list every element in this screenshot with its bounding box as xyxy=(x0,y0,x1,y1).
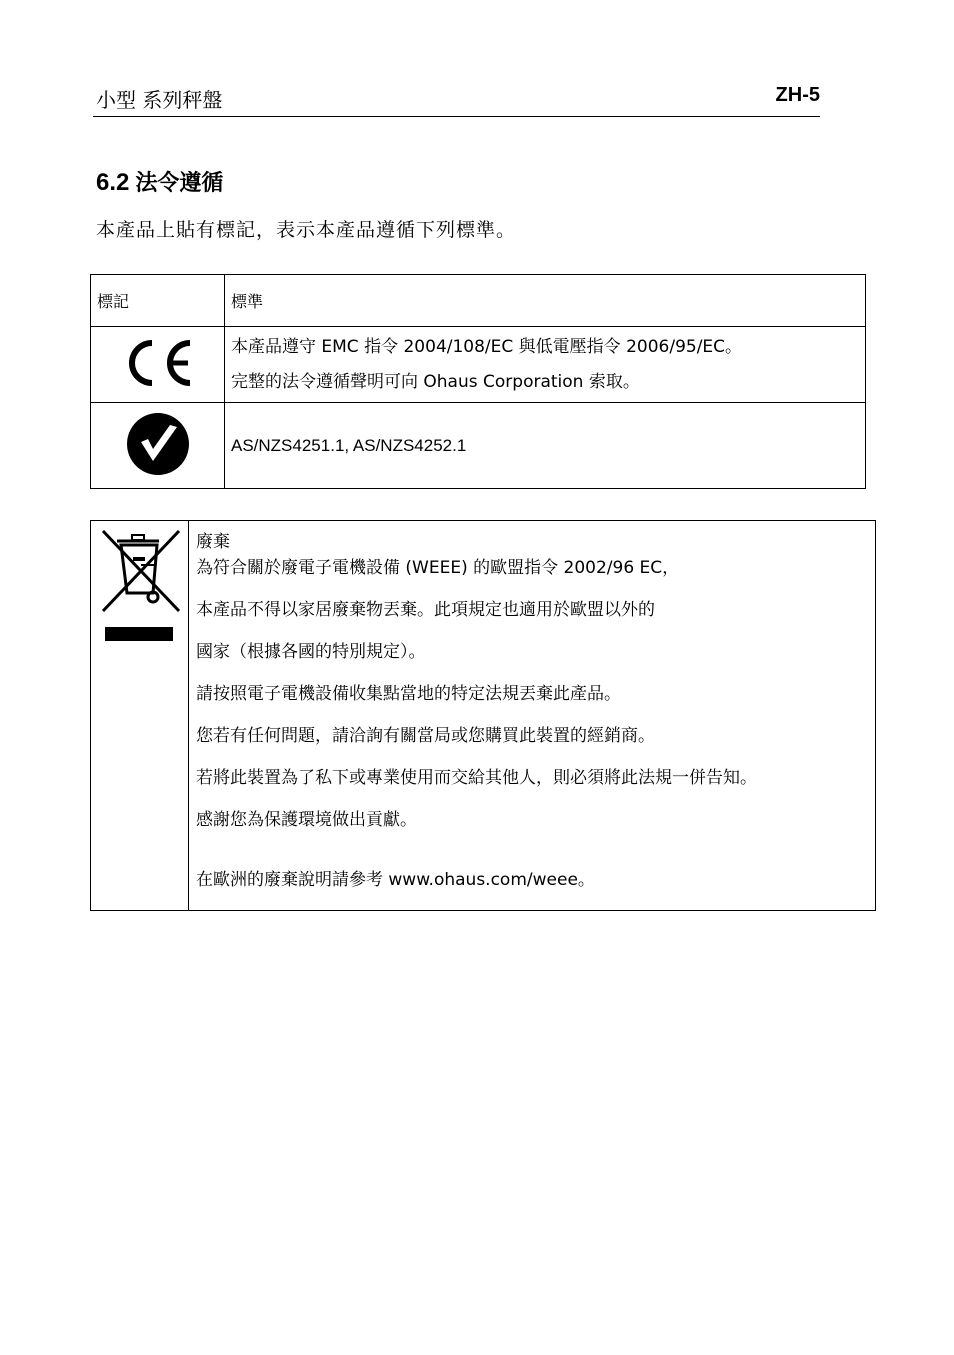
table-row xyxy=(91,403,866,489)
table-header-row xyxy=(91,275,866,327)
c-tick-mark-icon xyxy=(123,409,193,479)
section-title: 法令遵循 xyxy=(135,171,224,196)
c-tick-standard-line: AS/NZS4251.1, AS/NZS4252.1 xyxy=(231,436,467,455)
column-header-standard: 標準 xyxy=(225,275,866,327)
ce-mark-icon xyxy=(120,335,196,391)
weee-line-3: 國家（根據各國的特別規定）。 xyxy=(196,642,426,662)
weee-box xyxy=(90,520,876,911)
crossed-out-wheelie-bin-icon xyxy=(97,527,183,651)
weee-line-2: 本產品不得以家居廢棄物丟棄。此項規定也適用於歐盟以外的 xyxy=(196,600,655,620)
column-header-mark: 標記 xyxy=(91,275,225,327)
section-number: 6.2 xyxy=(96,169,130,196)
weee-line-6: 若將此裝置為了私下或專業使用而交給其他人，則必須將此法規一併告知。 xyxy=(196,768,757,788)
weee-title: 廢棄 xyxy=(196,532,230,552)
weee-text xyxy=(196,527,869,890)
weee-line-1: 為符合關於廢電子電機設備 (WEEE) 的歐盟指令 2002/96 EC， xyxy=(196,558,680,578)
compliance-table xyxy=(90,274,866,489)
c-tick-standard-cell xyxy=(225,403,866,489)
ce-mark-cell xyxy=(91,327,225,403)
weee-icon-cell xyxy=(91,521,189,910)
ce-standard-line-1: 本產品遵守 EMC 指令 2004/108/EC 與低電壓指令 2006/95/EC。 xyxy=(231,336,743,357)
weee-footer: 在歐洲的廢棄說明請參考 www.ohaus.com/weee。 xyxy=(196,870,595,890)
weee-line-4: 請按照電子電機設備收集點當地的特定法規丟棄此產品。 xyxy=(196,684,621,704)
weee-line-7: 感謝您為保護環境做出貢獻。 xyxy=(196,810,417,830)
ce-standard-line-2: 完整的法令遵循聲明可向 Ohaus Corporation 索取。 xyxy=(231,371,640,392)
c-tick-mark-cell xyxy=(91,403,225,489)
intro-text: 本產品上貼有標記，表示本產品遵循下列標準。 xyxy=(96,219,517,241)
ce-standard-cell xyxy=(225,327,866,403)
section-heading xyxy=(96,166,223,197)
page-number: ZH-5 xyxy=(775,84,820,106)
document-title: 小型 系列秤盤 xyxy=(96,88,223,112)
page-header xyxy=(93,82,820,117)
weee-line-5: 您若有任何問題，請洽詢有關當局或您購買此裝置的經銷商。 xyxy=(196,726,655,746)
table-row xyxy=(91,327,866,403)
